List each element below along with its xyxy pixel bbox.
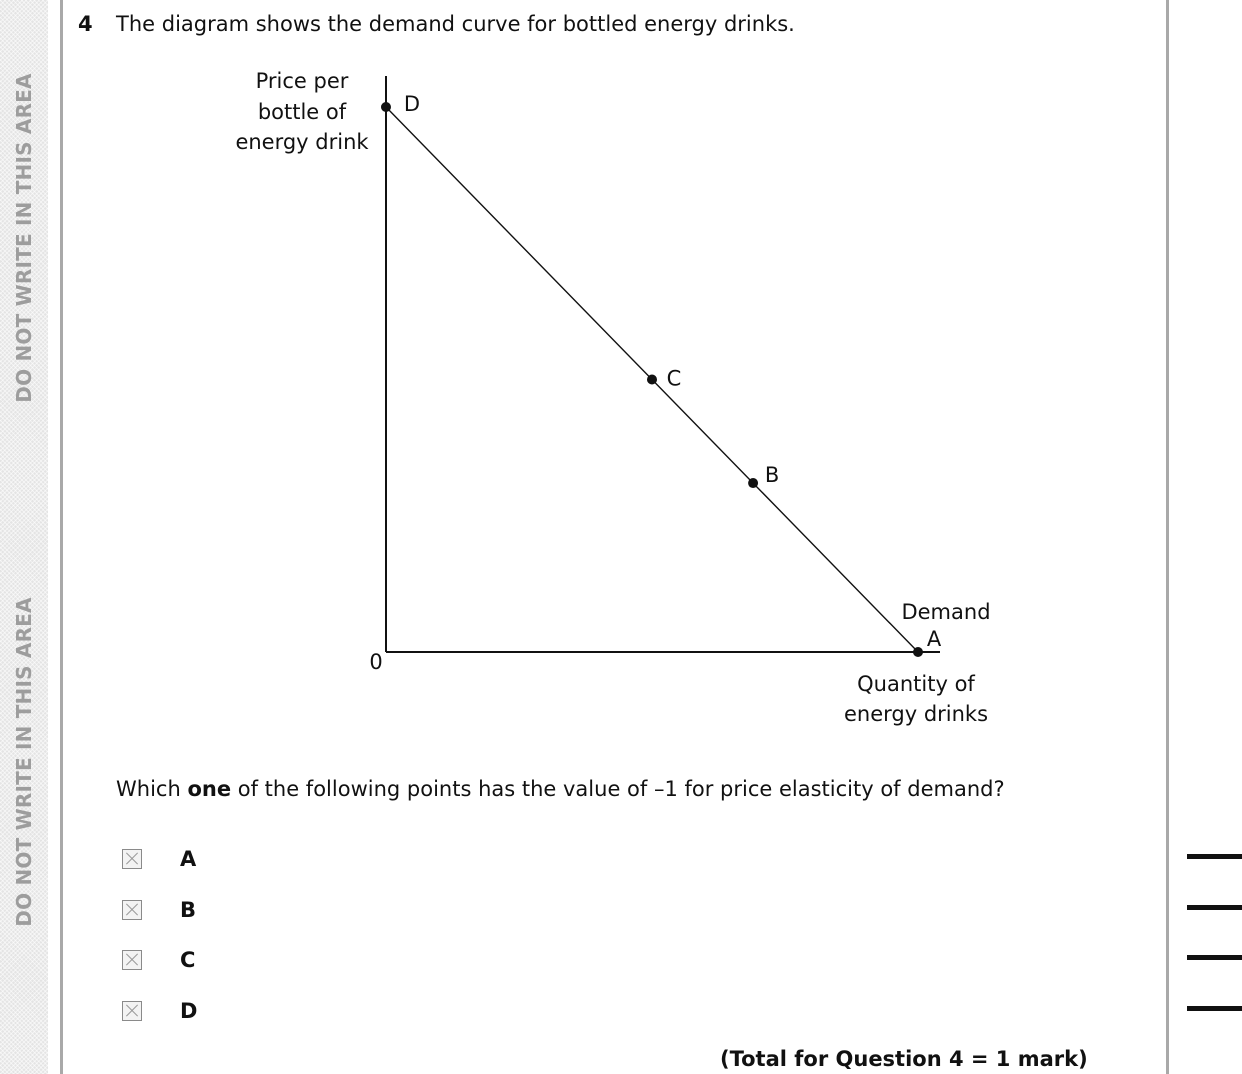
prompt-post: of the following points has the value of –1 for price elasticity of demand? bbox=[231, 777, 1005, 801]
x-axis-label bbox=[844, 672, 988, 726]
option-d[interactable] bbox=[122, 998, 197, 1024]
answer-checkbox[interactable] bbox=[122, 849, 142, 869]
marking-bar bbox=[1187, 905, 1242, 910]
option-label: C bbox=[180, 948, 196, 972]
point-d-label: D bbox=[403, 92, 421, 116]
option-label: A bbox=[180, 847, 197, 871]
option-label: B bbox=[180, 898, 197, 922]
question-total: (Total for Question 4 = 1 mark) bbox=[720, 1047, 1088, 1071]
question-number: 4 bbox=[78, 12, 93, 36]
point-a-label: A bbox=[926, 627, 942, 651]
margin-warning-bottom: DO NOT WRITE IN THIS AREA bbox=[12, 597, 36, 927]
option-b[interactable] bbox=[122, 897, 196, 923]
answer-checkbox[interactable] bbox=[122, 950, 142, 970]
origin-label: 0 bbox=[369, 650, 383, 674]
answer-checkbox[interactable] bbox=[122, 1001, 142, 1021]
margin-warning-top: DO NOT WRITE IN THIS AREA bbox=[12, 73, 36, 403]
question-prompt bbox=[116, 777, 1005, 801]
y-axis-label-line: energy drink bbox=[235, 130, 369, 154]
answer-checkbox[interactable] bbox=[122, 900, 142, 920]
point-b-marker bbox=[748, 478, 758, 488]
demand-points bbox=[381, 92, 942, 657]
y-axis-label-line: bottle of bbox=[257, 100, 347, 124]
prompt-emphasis: one bbox=[187, 777, 232, 801]
marking-bar bbox=[1187, 955, 1242, 960]
marking-bar bbox=[1187, 854, 1242, 859]
y-axis-label bbox=[235, 69, 369, 154]
series-label: Demand bbox=[901, 600, 991, 624]
x-axis-label-line: Quantity of bbox=[857, 672, 975, 696]
point-d-marker bbox=[381, 102, 391, 112]
prompt-pre: Which bbox=[116, 777, 188, 801]
point-c-label: C bbox=[666, 366, 682, 391]
point-a-marker bbox=[913, 647, 923, 657]
option-a[interactable] bbox=[122, 846, 196, 872]
option-label: D bbox=[180, 999, 198, 1023]
y-axis-label-line: Price per bbox=[255, 69, 349, 93]
x-axis-label-line: energy drinks bbox=[843, 702, 989, 726]
marking-bar bbox=[1187, 1006, 1242, 1011]
question-text: The diagram shows the demand curve for bottled energy drinks. bbox=[116, 12, 795, 36]
point-b-label: B bbox=[764, 463, 780, 488]
option-c[interactable] bbox=[122, 947, 195, 973]
point-c-marker bbox=[647, 375, 657, 385]
